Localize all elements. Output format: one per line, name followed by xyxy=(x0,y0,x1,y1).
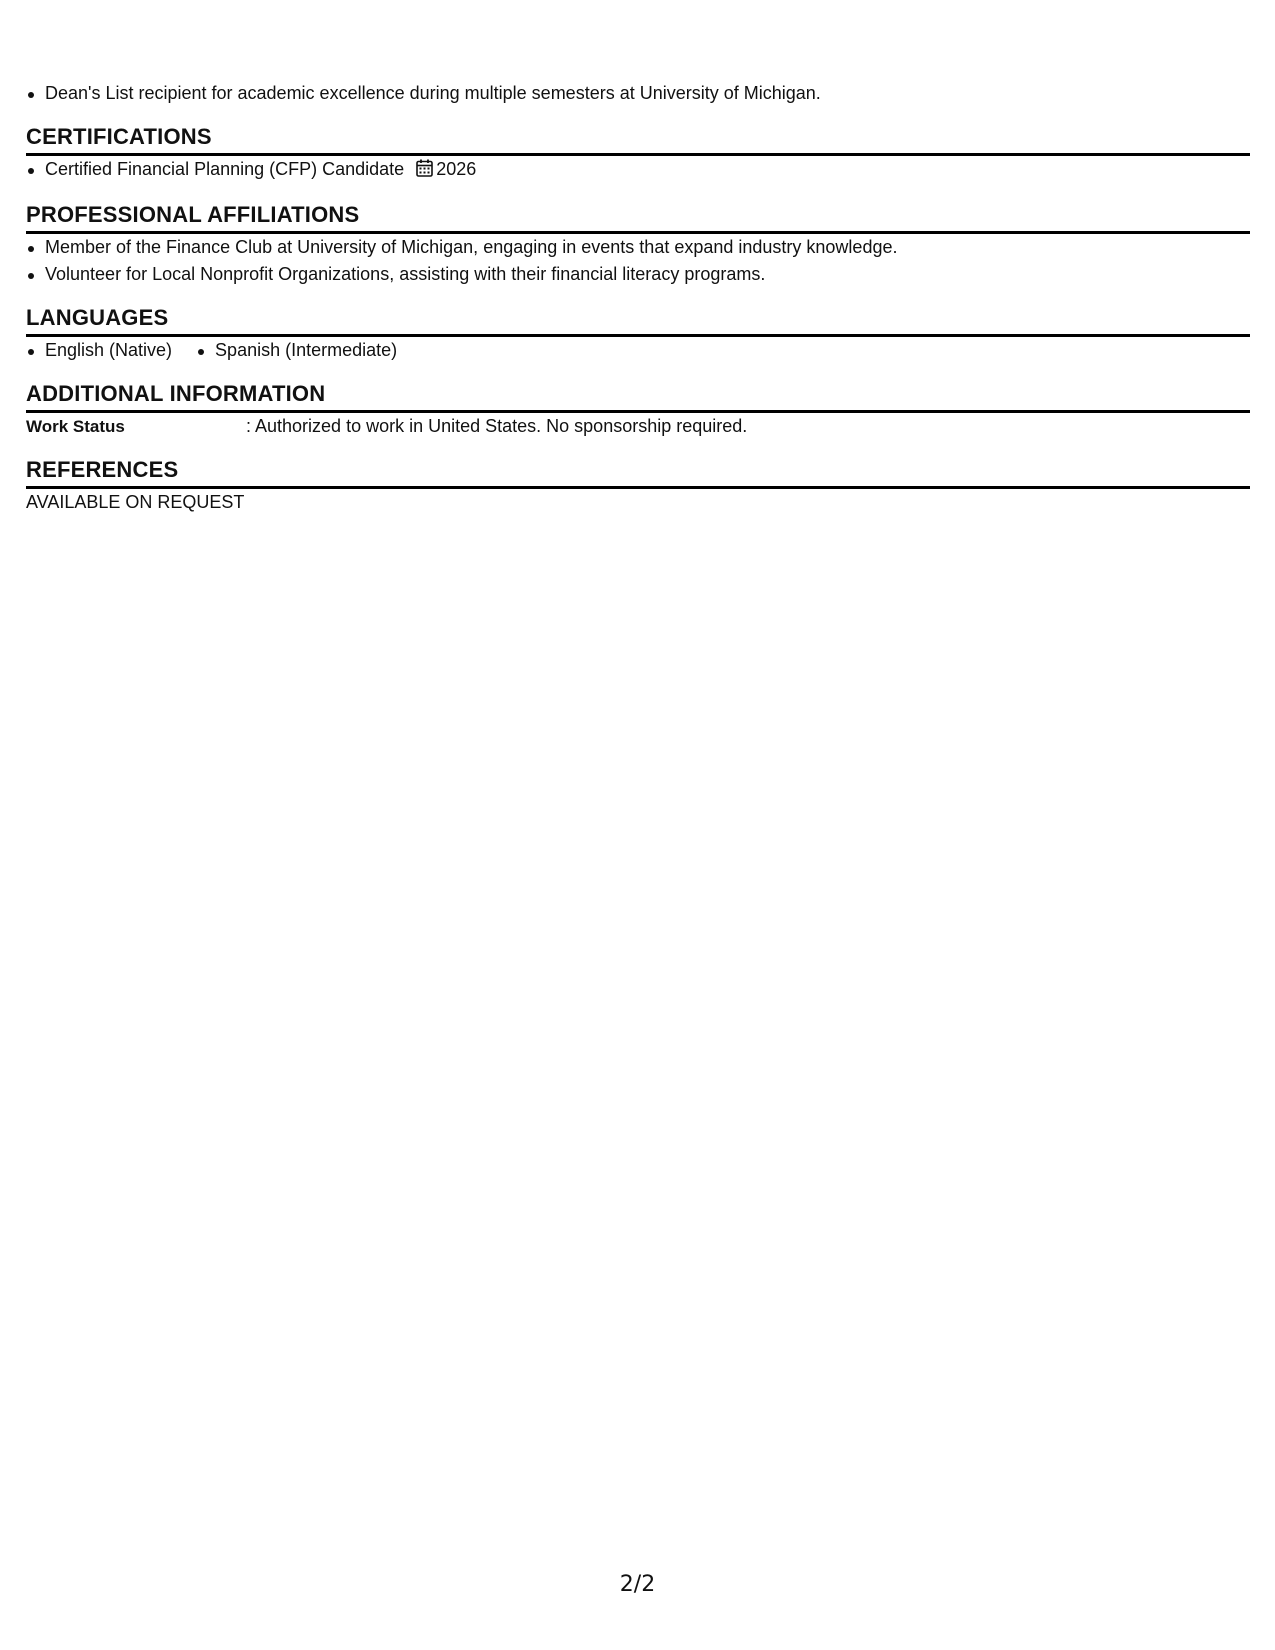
references-section xyxy=(26,456,1250,516)
list-item: Spanish (Intermediate) xyxy=(196,337,397,364)
work-status-row xyxy=(26,413,1250,440)
languages-section xyxy=(26,304,1250,364)
list-item xyxy=(26,156,1250,185)
section-title-affiliations: PROFESSIONAL AFFILIATIONS xyxy=(26,201,1250,234)
section-title-references: REFERENCES xyxy=(26,456,1250,489)
section-title-languages: LANGUAGES xyxy=(26,304,1250,337)
list-item: Volunteer for Local Nonprofit Organizations, assisting with their financial literacy programs. xyxy=(26,261,1250,288)
work-status-label: Work Status xyxy=(26,417,125,436)
list-item: Dean's List recipient for academic excellence during multiple semesters at University of Michigan. xyxy=(26,80,1250,107)
calendar-icon xyxy=(416,158,433,185)
education-highlights-list xyxy=(26,80,1250,107)
page-number: 2/2 xyxy=(619,1572,656,1597)
list-item: Member of the Finance Club at University of Michigan, engaging in events that expand industry knowledge. xyxy=(26,234,1250,261)
section-title-certifications: CERTIFICATIONS xyxy=(26,123,1250,156)
affiliations-section xyxy=(26,201,1250,288)
references-text: AVAILABLE ON REQUEST xyxy=(26,492,245,512)
certification-year: 2026 xyxy=(436,159,477,179)
section-title-additional-information: ADDITIONAL INFORMATION xyxy=(26,380,1250,413)
resume-page xyxy=(26,80,1250,516)
additional-information-section xyxy=(26,380,1250,440)
certifications-section xyxy=(26,123,1250,185)
list-item: English (Native) xyxy=(26,337,172,364)
languages-list xyxy=(26,337,1250,364)
certifications-list xyxy=(26,156,1250,185)
certification-name: Certified Financial Planning (CFP) Candidate xyxy=(45,159,405,179)
affiliations-list xyxy=(26,234,1250,288)
work-status-value: : Authorized to work in United States. No sponsorship required. xyxy=(246,416,748,436)
